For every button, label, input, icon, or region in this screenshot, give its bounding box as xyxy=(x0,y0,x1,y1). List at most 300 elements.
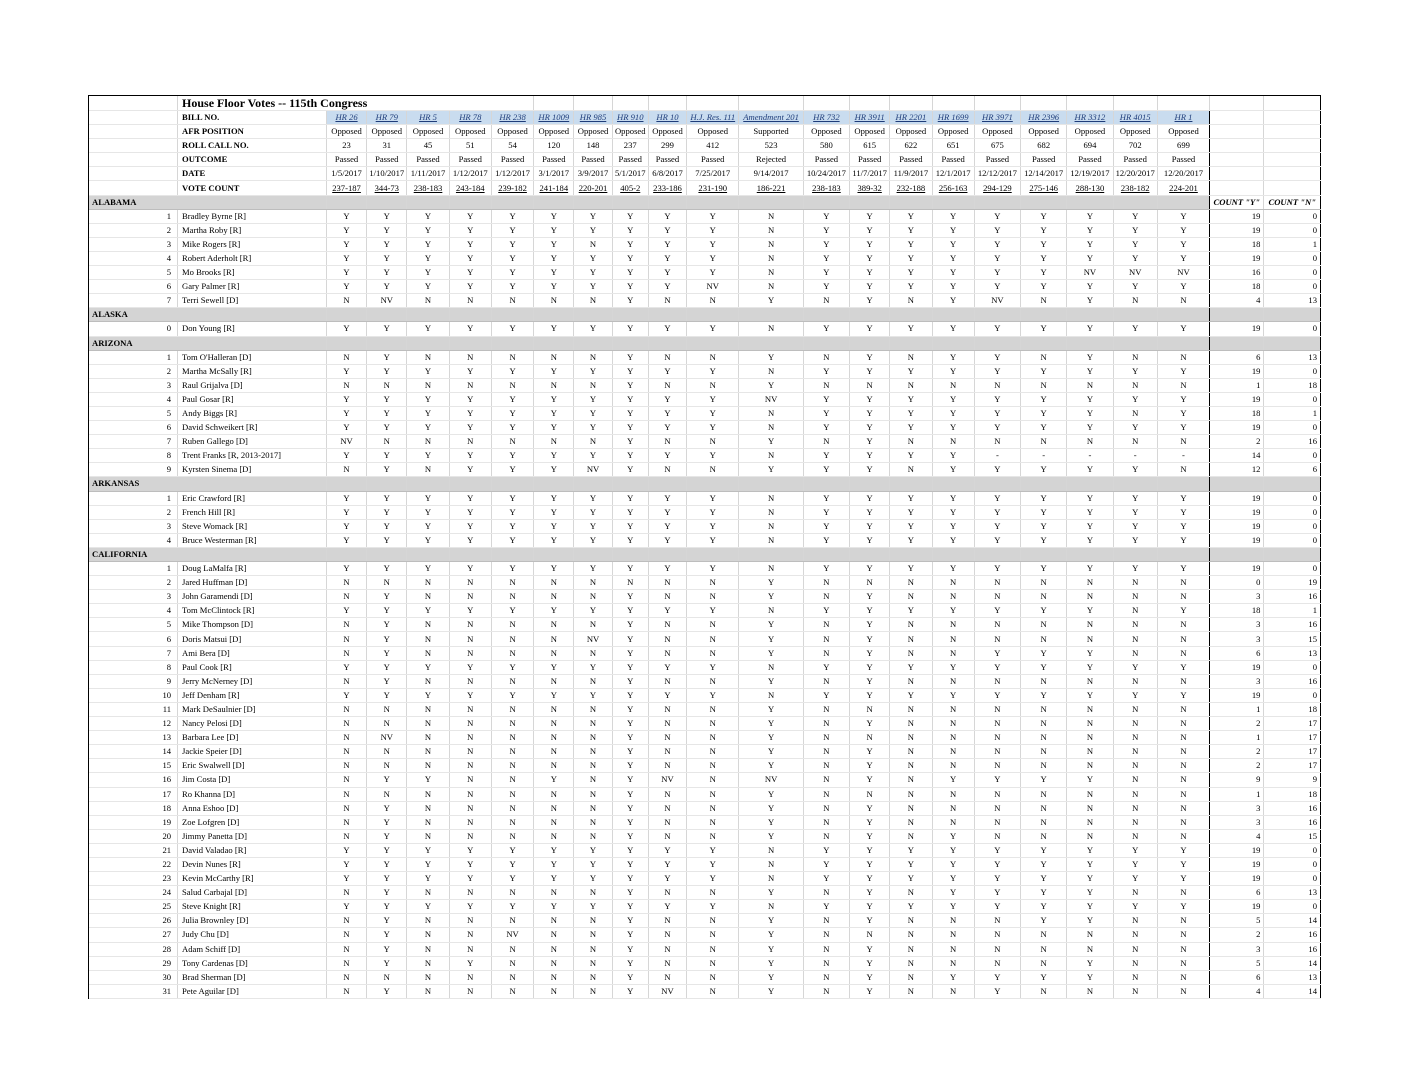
blank-cell xyxy=(974,96,1020,111)
vote-cell: Y xyxy=(534,392,574,406)
vote-cell: Y xyxy=(850,829,890,843)
vote-cell: Y xyxy=(974,984,1020,998)
vote-cell: N xyxy=(1113,674,1157,688)
count-y: 19 xyxy=(1210,364,1264,378)
count-y: 6 xyxy=(1210,646,1264,660)
vote-cell: Y xyxy=(974,223,1020,237)
vote-cell: N xyxy=(687,702,739,716)
bill-afr-cell: Opposed xyxy=(803,125,849,139)
bill-afr-cell: Opposed xyxy=(449,125,491,139)
vote-cell: Y xyxy=(974,280,1020,294)
bill-count-cell: 238-183 xyxy=(407,181,449,195)
vote-cell: N xyxy=(491,378,533,392)
vote-cell: NV xyxy=(367,731,407,745)
vote-cell: N xyxy=(1113,801,1157,815)
vote-cell: N xyxy=(739,688,803,702)
vote-cell: Y xyxy=(1113,900,1157,914)
vote-cell: Y xyxy=(326,660,366,674)
vote-cell: Y xyxy=(687,660,739,674)
vote-cell: N xyxy=(326,717,366,731)
vote-cell: Y xyxy=(574,322,612,336)
vote-cell: N xyxy=(803,801,849,815)
vote-cell: Y xyxy=(687,209,739,223)
district-number: 15 xyxy=(89,759,178,773)
state-header-row xyxy=(89,336,1321,350)
count-y: 19 xyxy=(1210,843,1264,857)
member-name: Ro Khanna [D] xyxy=(178,787,327,801)
count-y: 2 xyxy=(1210,928,1264,942)
vote-cell: Y xyxy=(974,688,1020,702)
state-fill-cell xyxy=(326,477,366,491)
vote-cell: N xyxy=(1113,576,1157,590)
district-number: 10 xyxy=(89,688,178,702)
vote-cell: N xyxy=(890,717,932,731)
bill-link[interactable]: HR 1 xyxy=(1157,111,1209,125)
state-fill-cell xyxy=(367,308,407,322)
state-fill-cell xyxy=(932,547,974,561)
count-n: 0 xyxy=(1264,857,1321,871)
bill-afr-cell: Opposed xyxy=(850,125,890,139)
vote-cell: Y xyxy=(1157,280,1209,294)
vote-cell: N xyxy=(534,350,574,364)
state-fill-cell xyxy=(491,477,533,491)
bill-afr-cell: Opposed xyxy=(491,125,533,139)
state-fill-cell xyxy=(491,547,533,561)
vote-cell: Y xyxy=(648,533,686,547)
vote-cell: Y xyxy=(574,519,612,533)
vote-cell: - xyxy=(1021,449,1067,463)
vote-cell: N xyxy=(367,378,407,392)
vote-cell: Y xyxy=(367,604,407,618)
vote-cell: Y xyxy=(367,886,407,900)
vote-cell: N xyxy=(687,674,739,688)
state-fill-cell xyxy=(850,336,890,350)
vote-cell: Y xyxy=(449,533,491,547)
vote-cell: Y xyxy=(449,872,491,886)
vote-cell: Y xyxy=(974,604,1020,618)
member-name: Doug LaMalfa [R] xyxy=(178,562,327,576)
vote-cell: Y xyxy=(803,872,849,886)
vote-cell: Y xyxy=(612,590,648,604)
bill-date-cell: 12/19/2017 xyxy=(1067,167,1113,181)
vote-cell: Y xyxy=(407,872,449,886)
member-row xyxy=(89,942,1321,956)
count-n: 17 xyxy=(1264,717,1321,731)
vote-cell: Y xyxy=(1067,364,1113,378)
vote-cell: N xyxy=(491,970,533,984)
bill-link[interactable]: HR 79 xyxy=(367,111,407,125)
member-name: Judy Chu [D] xyxy=(178,928,327,942)
bill-link[interactable]: HR 732 xyxy=(803,111,849,125)
vote-cell: N xyxy=(648,815,686,829)
vote-cell: N xyxy=(974,618,1020,632)
vote-cell: N xyxy=(687,914,739,928)
vote-cell: Y xyxy=(407,449,449,463)
count-n: 0 xyxy=(1264,505,1321,519)
vote-cell: Y xyxy=(326,364,366,378)
vote-cell: N xyxy=(739,900,803,914)
count-y: 4 xyxy=(1210,984,1264,998)
vote-cell: Y xyxy=(491,421,533,435)
vote-cell: N xyxy=(407,745,449,759)
state-fill-cell xyxy=(687,195,739,209)
vote-cell: N xyxy=(890,956,932,970)
bill-link[interactable]: HR 2396 xyxy=(1021,111,1067,125)
state-fill-cell xyxy=(1157,195,1209,209)
vote-cell: N xyxy=(648,759,686,773)
vote-cell: Y xyxy=(932,392,974,406)
count-y: 4 xyxy=(1210,829,1264,843)
vote-cell: Y xyxy=(932,449,974,463)
vote-cell: N xyxy=(326,576,366,590)
state-fill-cell xyxy=(407,336,449,350)
state-fill-cell xyxy=(367,336,407,350)
state-fill-cell xyxy=(850,308,890,322)
member-row xyxy=(89,660,1321,674)
vote-cell: N xyxy=(326,970,366,984)
bill-count-cell: 405-2 xyxy=(612,181,648,195)
bill-link[interactable]: HR 1699 xyxy=(932,111,974,125)
vote-cell: N xyxy=(407,759,449,773)
vote-cell: N xyxy=(1021,829,1067,843)
count-n: 0 xyxy=(1264,364,1321,378)
vote-cell: N xyxy=(687,463,739,477)
bill-link[interactable]: HR 4015 xyxy=(1113,111,1157,125)
vote-cell: N xyxy=(449,646,491,660)
bill-link[interactable]: HR 1009 xyxy=(534,111,574,125)
vote-cell: Y xyxy=(1021,322,1067,336)
vote-cell: N xyxy=(687,829,739,843)
bill-roll-cell: 523 xyxy=(739,139,803,153)
vote-cell: Y xyxy=(1113,251,1157,265)
vote-cell: Y xyxy=(687,604,739,618)
state-fill-cell xyxy=(407,308,449,322)
vote-cell: Y xyxy=(534,660,574,674)
vote-cell: Y xyxy=(890,280,932,294)
vote-cell: N xyxy=(534,576,574,590)
vote-cell: Y xyxy=(974,533,1020,547)
vote-cell: N xyxy=(1157,773,1209,787)
vote-cell: N xyxy=(1067,618,1113,632)
bill-link[interactable]: HR 26 xyxy=(326,111,366,125)
vote-cell: N xyxy=(1113,702,1157,716)
state-fill-cell xyxy=(739,195,803,209)
state-fill-cell xyxy=(1067,308,1113,322)
vote-cell: Y xyxy=(491,604,533,618)
vote-cell: N xyxy=(648,956,686,970)
vote-cell: N xyxy=(534,928,574,942)
vote-cell: Y xyxy=(574,900,612,914)
vote-cell: N xyxy=(407,463,449,477)
spacer-cell xyxy=(89,139,178,153)
vote-cell: N xyxy=(1021,745,1067,759)
vote-cell: N xyxy=(803,717,849,731)
vote-cell: Y xyxy=(612,463,648,477)
vote-cell: Y xyxy=(1157,688,1209,702)
vote-cell: N xyxy=(407,378,449,392)
vote-cell: N xyxy=(1113,914,1157,928)
vote-cell: Y xyxy=(326,223,366,237)
vote-cell: Y xyxy=(890,392,932,406)
vote-cell: N xyxy=(974,787,1020,801)
vote-cell: Y xyxy=(1157,843,1209,857)
vote-cell: Y xyxy=(612,519,648,533)
count-n: 0 xyxy=(1264,660,1321,674)
state-fill-cell xyxy=(1113,336,1157,350)
bill-roll-cell: 237 xyxy=(612,139,648,153)
bill-link[interactable]: H.J. Res. 111 xyxy=(687,111,739,125)
vote-cell: Y xyxy=(890,421,932,435)
vote-cell: N xyxy=(574,237,612,251)
bill-link[interactable]: HR 78 xyxy=(449,111,491,125)
vote-cell: Y xyxy=(407,421,449,435)
vote-cell: Y xyxy=(890,406,932,420)
vote-cell: N xyxy=(1113,406,1157,420)
bill-afr-cell: Opposed xyxy=(574,125,612,139)
vote-cell: Y xyxy=(612,872,648,886)
vote-cell: Y xyxy=(326,266,366,280)
vote-cell: Y xyxy=(1067,505,1113,519)
bill-link[interactable]: HR 5 xyxy=(407,111,449,125)
district-number: 4 xyxy=(89,604,178,618)
vote-cell: Y xyxy=(932,294,974,308)
vote-cell: Y xyxy=(367,251,407,265)
count-y: 2 xyxy=(1210,717,1264,731)
vote-cell: Y xyxy=(407,491,449,505)
vote-cell: Y xyxy=(739,590,803,604)
bill-link[interactable]: HR 3971 xyxy=(974,111,1020,125)
vote-cell: Y xyxy=(574,688,612,702)
member-name: Terri Sewell [D] xyxy=(178,294,327,308)
vote-cell: N xyxy=(687,731,739,745)
vote-cell: N xyxy=(974,576,1020,590)
count-n: 0 xyxy=(1264,280,1321,294)
vote-cell: NV xyxy=(687,280,739,294)
vote-cell: N xyxy=(739,237,803,251)
vote-cell: N xyxy=(687,435,739,449)
bill-link[interactable]: HR 3312 xyxy=(1067,111,1113,125)
member-row xyxy=(89,237,1321,251)
vote-cell: N xyxy=(1067,378,1113,392)
count-n: 18 xyxy=(1264,787,1321,801)
bill-link[interactable]: Amendment 201 xyxy=(739,111,803,125)
bill-afr-cell: Opposed xyxy=(890,125,932,139)
vote-cell: Y xyxy=(687,843,739,857)
vote-cell: Y xyxy=(367,900,407,914)
count-y: 19 xyxy=(1210,562,1264,576)
vote-cell: Y xyxy=(449,251,491,265)
vote-cell: Y xyxy=(1067,872,1113,886)
state-fill-cell xyxy=(974,336,1020,350)
vote-cell: N xyxy=(326,984,366,998)
member-name: Jeff Denham [R] xyxy=(178,688,327,702)
vote-cell: N xyxy=(574,773,612,787)
vote-cell: N xyxy=(648,717,686,731)
vote-cell: N xyxy=(1067,731,1113,745)
member-name: Gary Palmer [R] xyxy=(178,280,327,294)
vote-cell: Y xyxy=(612,928,648,942)
vote-cell: N xyxy=(1021,815,1067,829)
district-number: 7 xyxy=(89,294,178,308)
blank-cell xyxy=(534,96,574,111)
vote-cell: N xyxy=(449,745,491,759)
vote-cell: N xyxy=(932,984,974,998)
vote-cell: Y xyxy=(449,900,491,914)
count-n: 0 xyxy=(1264,843,1321,857)
member-row xyxy=(89,378,1321,392)
vote-cell: Y xyxy=(612,660,648,674)
vote-cell: Y xyxy=(648,237,686,251)
vote-cell: N xyxy=(648,942,686,956)
vote-cell: N xyxy=(739,491,803,505)
state-fill-cell xyxy=(326,336,366,350)
vote-cell: Y xyxy=(932,533,974,547)
vote-cell: Y xyxy=(739,435,803,449)
vote-cell: N xyxy=(974,928,1020,942)
bill-date-cell: 6/8/2017 xyxy=(648,167,686,181)
bill-link[interactable]: HR 3911 xyxy=(850,111,890,125)
vote-cell: N xyxy=(574,829,612,843)
count-n-header: COUNT "N" xyxy=(1264,195,1321,209)
vote-cell: Y xyxy=(407,266,449,280)
vote-cell: N xyxy=(407,590,449,604)
vote-cell: Y xyxy=(739,646,803,660)
state-fill-cell xyxy=(974,195,1020,209)
bill-link[interactable]: HR 10 xyxy=(648,111,686,125)
bill-date-cell: 12/12/2017 xyxy=(974,167,1020,181)
vote-cell: N xyxy=(1157,435,1209,449)
bill-link[interactable]: HR 2201 xyxy=(890,111,932,125)
vote-cell: Y xyxy=(648,660,686,674)
member-name: Kevin McCarthy [R] xyxy=(178,872,327,886)
vote-cell: N xyxy=(850,702,890,716)
member-row xyxy=(89,717,1321,731)
vote-cell: N xyxy=(407,801,449,815)
bill-roll-cell: 299 xyxy=(648,139,686,153)
vote-cell: N xyxy=(1067,984,1113,998)
vote-cell: Y xyxy=(612,237,648,251)
vote-cell: N xyxy=(803,984,849,998)
bill-date-cell: 11/7/2017 xyxy=(850,167,890,181)
vote-cell: Y xyxy=(687,562,739,576)
member-name: Jimmy Panetta [D] xyxy=(178,829,327,843)
member-row xyxy=(89,590,1321,604)
member-name: Tony Cardenas [D] xyxy=(178,956,327,970)
vote-cell: Y xyxy=(574,843,612,857)
state-fill-cell xyxy=(1021,308,1067,322)
vote-cell: N xyxy=(803,956,849,970)
member-row xyxy=(89,815,1321,829)
vote-cell: Y xyxy=(850,618,890,632)
vote-cell: Y xyxy=(612,688,648,702)
bill-count-cell: 224-201 xyxy=(1157,181,1209,195)
vote-cell: N xyxy=(491,435,533,449)
count-y-cell xyxy=(1210,96,1264,111)
vote-cell: Y xyxy=(648,251,686,265)
count-y: 19 xyxy=(1210,209,1264,223)
vote-cell: Y xyxy=(932,872,974,886)
vote-cell: N xyxy=(687,886,739,900)
vote-cell: Y xyxy=(687,364,739,378)
bill-outcome-cell: Passed xyxy=(449,153,491,167)
member-name: Eric Swalwell [D] xyxy=(178,759,327,773)
vote-cell: Y xyxy=(367,266,407,280)
vote-cell: N xyxy=(890,702,932,716)
member-row xyxy=(89,449,1321,463)
district-number: 30 xyxy=(89,970,178,984)
vote-cell: N xyxy=(1113,350,1157,364)
vote-cell: Y xyxy=(326,519,366,533)
vote-cell: Y xyxy=(1067,251,1113,265)
vote-cell: Y xyxy=(491,463,533,477)
count-n: 17 xyxy=(1264,745,1321,759)
blank-cell xyxy=(648,96,686,111)
vote-cell: Y xyxy=(687,266,739,280)
vote-cell: N xyxy=(367,970,407,984)
vote-cell: Y xyxy=(1157,251,1209,265)
vote-cell: NV xyxy=(739,392,803,406)
vote-cell: N xyxy=(574,942,612,956)
vote-cell: N xyxy=(687,632,739,646)
vote-cell: Y xyxy=(612,646,648,660)
spacer-cell xyxy=(89,153,178,167)
state-fill-cell xyxy=(1021,477,1067,491)
vote-cell: N xyxy=(574,618,612,632)
vote-cell: N xyxy=(932,942,974,956)
state-fill-cell xyxy=(850,547,890,561)
member-name: Mike Thompson [D] xyxy=(178,618,327,632)
vote-cell: Y xyxy=(739,576,803,590)
count-n: 19 xyxy=(1264,576,1321,590)
vote-cell: Y xyxy=(739,702,803,716)
vote-cell: Y xyxy=(850,590,890,604)
vote-cell: Y xyxy=(1113,280,1157,294)
vote-cell: Y xyxy=(367,857,407,871)
vote-cell: Y xyxy=(687,872,739,886)
vote-cell: N xyxy=(367,435,407,449)
vote-cell: Y xyxy=(574,491,612,505)
vote-cell: N xyxy=(407,576,449,590)
state-fill-cell xyxy=(449,308,491,322)
vote-cell: N xyxy=(534,702,574,716)
vote-cell: Y xyxy=(932,773,974,787)
member-row xyxy=(89,688,1321,702)
vote-cell: N xyxy=(932,674,974,688)
district-number: 25 xyxy=(89,900,178,914)
vote-cell: N xyxy=(648,745,686,759)
spacer-cell xyxy=(89,181,178,195)
vote-cell: N xyxy=(932,717,974,731)
vote-cell: N xyxy=(890,674,932,688)
vote-cell: Y xyxy=(326,322,366,336)
vote-cell: N xyxy=(648,886,686,900)
vote-cell: N xyxy=(803,942,849,956)
vote-cell: Y xyxy=(648,449,686,463)
vote-cell: N xyxy=(1113,829,1157,843)
vote-cell: N xyxy=(1067,801,1113,815)
bill-link[interactable]: HR 910 xyxy=(612,111,648,125)
vote-cell: Y xyxy=(534,237,574,251)
vote-cell: N xyxy=(1021,576,1067,590)
vote-cell: Y xyxy=(534,223,574,237)
vote-cell: Y xyxy=(974,773,1020,787)
bill-link[interactable]: HR 238 xyxy=(491,111,533,125)
bill-link[interactable]: HR 985 xyxy=(574,111,612,125)
vote-cell: Y xyxy=(803,843,849,857)
state-name: ARKANSAS xyxy=(89,477,326,491)
state-name: ARIZONA xyxy=(89,336,326,350)
state-fill-cell xyxy=(1021,547,1067,561)
